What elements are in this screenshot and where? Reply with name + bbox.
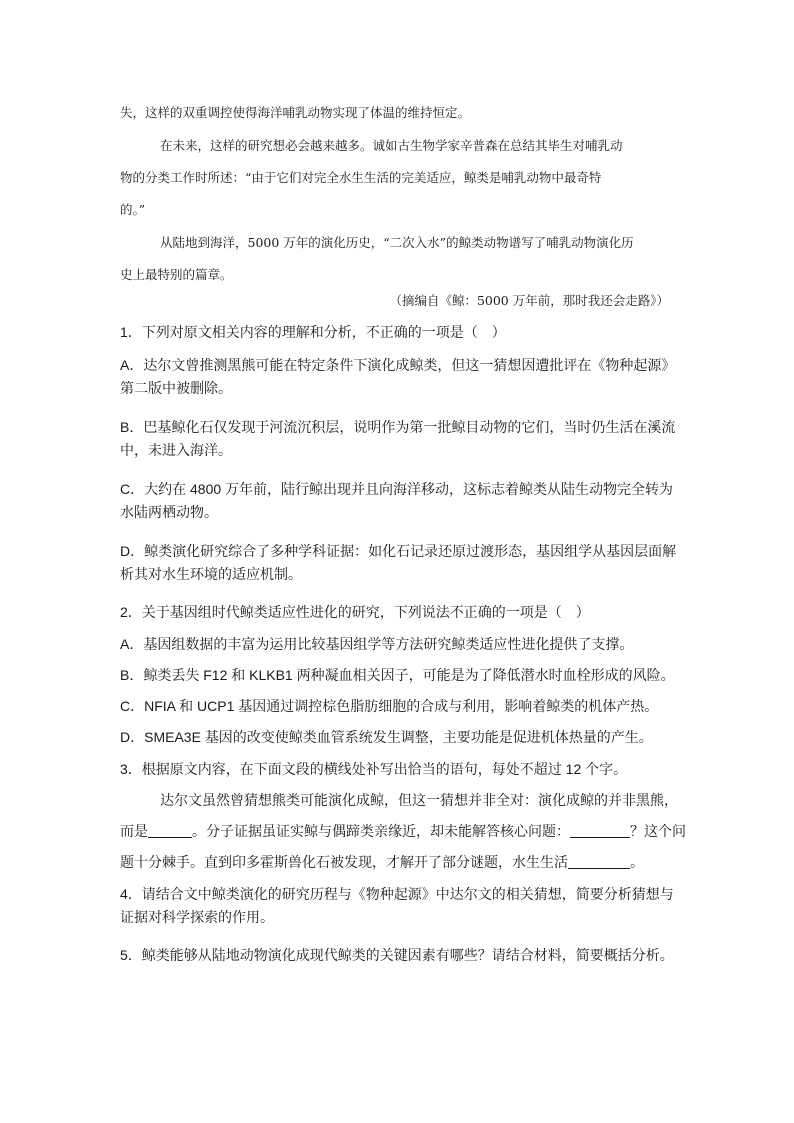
question-2-option-a: A．基因组数据的丰富为运用比较基因组学等方法研究鲸类适应性进化提供了支撑。 xyxy=(120,636,634,652)
question-1-stem: 1．下列对原文相关内容的理解和分析，不正确的一项是（ ） xyxy=(120,324,506,340)
question-3-text-part: ？这个问 xyxy=(630,823,686,839)
passage-line: 在未来，这样的研究想必会越来越多。诚如古生物学家辛普森在总结其毕生对哺乳动 xyxy=(160,138,623,153)
question-1-option-a: 第二版中被删除。 xyxy=(120,380,232,396)
question-1-option-b: 中，未进入海洋。 xyxy=(120,442,232,458)
question-4-stem: 证据对科学探索的作用。 xyxy=(120,909,274,925)
question-1-option-c: C．大约在 4800 万年前，陆行鲸出现并且向海洋移动，这标志着鲸类从陆生动物完全转为 xyxy=(120,481,674,497)
question-4-stem: 4．请结合文中鲸类演化的研究历程与《物种起源》中达尔文的相关猜想，简要分析猜想与 xyxy=(120,886,674,902)
question-1-option-c: 水陆两栖动物。 xyxy=(120,504,218,520)
question-3-text-part: 。 xyxy=(630,854,644,870)
question-1-option-a: A．达尔文曾推测黑熊可能在特定条件下演化成鲸类，但这一猜想因遭批评在《物种起源》 xyxy=(120,357,676,373)
question-2-option-b: B．鲸类丢失 F12 和 KLKB1 两种凝血相关因子，可能是为了降低潜水时血栓形成的风险。 xyxy=(120,667,675,683)
question-1-option-d: D．鲸类演化研究综合了多种学科证据：如化石记录还原过渡形态，基因组学从基因层面解 xyxy=(120,543,677,559)
question-3-text-part: 而是 xyxy=(120,823,148,839)
passage-line: 从陆地到海洋，5000 万年的演化历史，“二次入水”的鲸类动物谱写了哺乳动物演化历 xyxy=(160,235,634,250)
question-2-stem: 2．关于基因组时代鲸类适应性进化的研究，下列说法不正确的一项是（ ） xyxy=(120,604,590,620)
question-3-text-part: 。分子证据虽证实鲸与偶蹄类亲缘近，却未能解答核心问题： xyxy=(192,823,570,839)
passage-line: 史上最特别的篇章。 xyxy=(120,267,233,282)
question-5-stem: 5．鲸类能够从陆地动物演化成现代鲸类的关键因素有哪些？请结合材料，简要概括分析。 xyxy=(120,947,674,963)
passage-source: （摘编自《鲸：5000 万年前，那时我还会走路》） xyxy=(389,293,669,308)
question-3-text-part: 题十分棘手。直到印多霍斯兽化石被发现，才解开了部分谜题，水生生活 xyxy=(120,854,568,870)
passage-line: 的。” xyxy=(120,202,146,217)
answer-blank-1[interactable] xyxy=(148,823,192,838)
passage-line: 失，这样的双重调控使得海洋哺乳动物实现了体温的维持恒定。 xyxy=(120,105,471,120)
question-2-option-d: D．SMEA3E 基因的改变使鲸类血管系统发生调整，主要功能是促进机体热量的产生。 xyxy=(120,729,653,745)
question-3-text xyxy=(120,852,644,872)
question-3-text: 达尔文虽然曾猜想熊类可能演化成鲸，但这一猜想并非全对：演化成鲸的并非黑熊， xyxy=(160,792,678,808)
answer-blank-2[interactable] xyxy=(570,823,630,838)
question-2-option-c: C．NFIA 和 UCP1 基因通过调控棕色脂肪细胞的合成与利用，影响着鲸类的机体产热。 xyxy=(120,698,659,714)
answer-blank-3[interactable] xyxy=(568,854,630,869)
question-3-stem: 3．根据原文内容，在下面文段的横线处补写出恰当的语句，每处不超过 12 个字。 xyxy=(120,761,628,777)
passage-line: 物的分类工作时所述：“由于它们对完全水生生活的完美适应，鲸类是哺乳动物中最奇特 xyxy=(120,170,602,185)
question-1-option-b: B．巴基鲸化石仅发现于河流沉积层，说明作为第一批鲸目动物的它们，当时仍生活在溪流 xyxy=(120,419,676,435)
question-1-option-d: 析其对水生环境的适应机制。 xyxy=(120,566,302,582)
question-3-text xyxy=(120,821,686,841)
